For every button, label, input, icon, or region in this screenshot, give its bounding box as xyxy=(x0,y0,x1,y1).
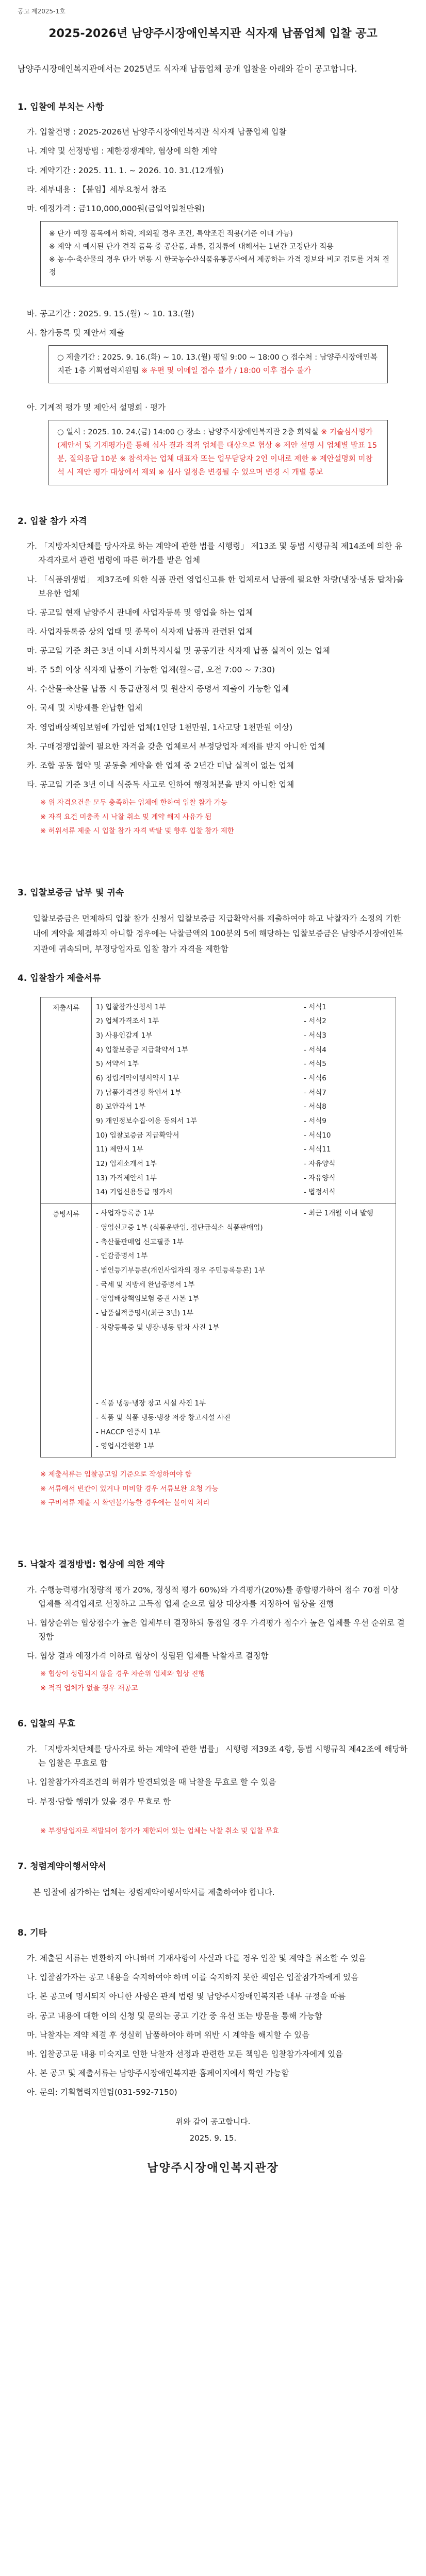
list-item: 다. 공고일 현재 남양주시 관내에 사업자등록 및 영업을 하는 업체 xyxy=(27,607,253,617)
list-item: 다. 부정·담합 행위가 있을 경우 무효로 함 xyxy=(27,1797,171,1806)
document-line: 6) 청렴계약이행서약서 1부 - 서식6 xyxy=(96,1074,326,1083)
document-line: - 식품 냉동·냉장 창고 시설 사진 1부 xyxy=(96,1399,206,1408)
announcement-date: 2025. 9. 15. xyxy=(189,2133,237,2143)
document-line: 14) 기업신용등급 평가서 - 법정서식 xyxy=(96,1188,336,1197)
list-item: 가. 수행능력평가(정량적 평가 20%, 정성적 평가 60%)와 가격평가(20%)를 종합평가하여 점수 70점 이상 업체를 적격업체로 선정하고 고득점 업체 순으로 협상 대상자를 지정하여 협상을 진행 xyxy=(27,1585,399,1608)
presentation-note: ※ 심사 일정은 변경될 수 있으며 변경 시 개별 통보 xyxy=(158,468,323,477)
integrity-paragraph: 본 입찰에 참가하는 업체는 청렴계약이행서약서를 제출하여야 합니다. xyxy=(33,1888,275,1897)
category-cell: 제출서류 xyxy=(41,997,92,1203)
documents-cell xyxy=(92,1204,396,1458)
list-item: 가. 「지방자치단체를 당사자로 하는 계약에 관한 법률」 시행령 제39조 4항, 동법 시행규칙 제42조에 해당하는 입찰은 무효로 함 xyxy=(27,1744,408,1768)
document-line: - 국세 및 지방세 완납증명서 1부 xyxy=(96,1280,195,1289)
submission-period: ○ 제출기간 : 2025. 9. 16.(화) ~ 10. 13.(월) 평일 9:00 ~ 18:00 xyxy=(57,353,280,362)
section-heading: 8. 기타 xyxy=(18,1928,47,1939)
section-8 xyxy=(18,1926,408,2128)
warning-note: ※ 제출서류는 입찰공고일 기준으로 작성하여야 함 xyxy=(40,1470,192,1479)
document-line: 12) 업체소개서 1부 - 자유양식 xyxy=(96,1160,336,1168)
document-line: 4) 입찰보증금 지급확약서 1부 - 서식4 xyxy=(96,1045,326,1054)
warning-note: ※ 구비서류 제출 시 확인불가능한 경우에는 불이익 처리 xyxy=(40,1499,210,1507)
list-item: 아. 문의: 기획협력지원팀(031-592-7150) xyxy=(27,2088,177,2097)
section-6 xyxy=(18,1717,408,1837)
category-cell: 증빙서류 xyxy=(41,1204,92,1458)
documents-cell xyxy=(92,997,396,1203)
document-line: 2) 업체가격조서 1부 - 서식2 xyxy=(96,1017,326,1026)
table-row xyxy=(41,997,396,1203)
section-5 xyxy=(18,1557,408,1695)
warning-note: ※ 자격 요건 미충족 시 낙찰 취소 및 계약 해지 사유가 됨 xyxy=(40,812,212,821)
document-line: - 영업시간현황 1부 xyxy=(96,1442,155,1451)
list-item: 라. 공고 내용에 대한 이의 신청 및 문의는 공고 기간 중 유선 또는 방문을 통해 가능함 xyxy=(27,2011,322,2021)
list-item: 차. 구매경쟁입찰에 필요한 자격을 갖춘 업체로서 부정당업자 제재를 받지 아니한 업체 xyxy=(27,741,325,751)
section-3 xyxy=(18,886,408,957)
note-line: ※ 계약 시 예시된 단가 견적 품목 중 공산품, 과류, 김치류에 대해서는 1년간 고정단가 적용 xyxy=(49,243,334,251)
note-line: ※ 단가 예정 품목에서 하락, 제외될 경우 조건, 특약조건 적용(기준 이내 가능) xyxy=(49,229,293,238)
document-line: 7) 납품가격결정 확인서 1부 - 서식7 xyxy=(96,1088,326,1097)
document-line: 8) 보안각서 1부 - 서식8 xyxy=(96,1103,326,1111)
document-line: 5) 서약서 1부 - 서식5 xyxy=(96,1060,326,1069)
list-item: 나. 계약 및 선정방법 : 제한경쟁계약, 협상에 의한 계약 xyxy=(27,146,217,156)
signature-issuer: 남양주시장애인복지관장 xyxy=(147,2161,279,2175)
submission-warning: ※ 우편 및 이메일 접수 불가 / 18:00 이후 접수 불가 xyxy=(141,366,312,375)
list-item: 바. 공고기간 : 2025. 9. 15.(월) ~ 10. 13.(월) xyxy=(27,309,194,318)
intro-text: 남양주시장애인복지관에서는 2025년도 식자재 납품업체 공개 입찰을 아래와 같이 공고합니다. xyxy=(18,63,357,74)
warning-note: ※ 위 자격요건을 모두 충족하는 업체에 한하여 입찰 참가 가능 xyxy=(40,799,227,807)
presentation-note: ※ 참석자는 업체 대표자 또는 업무담당자 2인 이내로 제한 xyxy=(119,455,309,464)
list-item: 나. 「식품위생법」 제37조에 의한 식품 관련 영업신고를 한 업체로서 납품에 필요한 차량(냉장·냉동 탑차)을 보유한 업체 xyxy=(27,574,404,598)
list-item: 가. 제출된 서류는 반환하지 아니하며 기재사항이 사실과 다를 경우 입찰 및 계약을 취소할 수 있음 xyxy=(27,1954,366,1963)
warning-note: ※ 적격 업체가 없을 경우 재공고 xyxy=(40,1684,138,1692)
list-item: 아. 기계적 평가 및 제안서 설명회 · 평가 xyxy=(27,403,166,413)
list-item: 마. 예정가격 : 금110,000,000원(금일억일천만원) xyxy=(27,204,205,213)
presentation-note: ※ 기술심사평가(제안서 및 기계평가)를 통해 심사 결과 적격 업체를 대상으로 협상 xyxy=(57,428,373,450)
document-line: - 차량등록증 및 냉장·냉동 탑차 사진 1부 xyxy=(96,1323,220,1332)
note-box-price xyxy=(40,221,398,286)
presentation-note: ※ 제안설명회 미참석 시 제안 평가 대상에서 제외 xyxy=(57,455,373,477)
submission-box xyxy=(48,345,388,383)
submission-place: ○ 접수처 : 남양주시장애인복지관 1층 기획협력지원팀 xyxy=(57,353,378,375)
document-line: 1) 입찰참가신청서 1부 - 서식1 xyxy=(96,1003,326,1011)
section-heading: 5. 낙찰자 결정방법: 협상에 의한 계약 xyxy=(18,1559,165,1570)
list-item: 사. 수산물·축산물 납품 시 등급판정서 및 원산지 증명서 제출이 가능한 업체 xyxy=(27,684,289,694)
section-1 xyxy=(18,100,408,485)
section-heading: 6. 입찰의 무효 xyxy=(18,1719,76,1730)
warning-note: ※ 부정당업자로 적발되어 참가가 제한되어 있는 업체는 낙찰 취소 및 입찰 무효 xyxy=(40,1826,279,1835)
list-item: 타. 공고일 기준 3년 이내 식중독 사고로 인하여 행정처분을 받지 아니한 업체 xyxy=(27,779,294,789)
section-heading: 2. 입찰 참가 자격 xyxy=(18,516,87,527)
document-number: 공고 제2025-1호 xyxy=(18,8,65,15)
section-7 xyxy=(18,1859,408,1900)
document-line: 10) 입찰보증금 지급확약서 - 서식10 xyxy=(96,1131,331,1140)
list-item: 가. 입찰건명 : 2025-2026년 남양주시장애인복지관 식자재 납품업체 입찰 xyxy=(27,127,287,137)
section-heading: 4. 입찰참가 제출서류 xyxy=(18,973,101,984)
list-item: 자. 영업배상책임보험에 가입한 업체(1인당 1천만원, 1사고당 1천만원 이상) xyxy=(27,722,293,732)
list-item: 가. 「지방자치단체를 당사자로 하는 계약에 관한 법률 시행령」 제13조 및 동법 시행규칙 제14조에 의한 유자격자로서 관련 법령에 따른 허가를 받은 업체 xyxy=(27,541,403,565)
list-item: 바. 주 5회 이상 식자재 납품이 가능한 업체(월~금, 오전 7:00 ~ 7:30) xyxy=(27,665,275,675)
document-line: - 식품 및 식품 냉동·냉장 저장 창고시설 사진 xyxy=(96,1413,231,1422)
document-line: 13) 가격제안서 1부 - 자유양식 xyxy=(96,1174,336,1182)
list-item: 나. 입찰참가자격조건의 허위가 발견되었을 때 낙찰을 무효로 할 수 있음 xyxy=(27,1777,276,1787)
document-line: - 사업자등록증 1부 - 최근 1개월 이내 발행 xyxy=(96,1209,373,1218)
presentation-place: ○ 장소 : 남양주시장애인복지관 2층 회의실 xyxy=(177,428,319,437)
list-item: 나. 협상순위는 협상점수가 높은 업체부터 결정하되 동점일 경우 가격평가 점수가 높은 업체를 우선 순위로 결정함 xyxy=(27,1618,405,1641)
presentation-box xyxy=(48,420,388,485)
list-item: 다. 협상 결과 예정가격 이하로 협상이 성립된 업체를 낙찰자로 결정함 xyxy=(27,1651,269,1661)
list-item: 다. 계약기간 : 2025. 11. 1. ~ 2026. 10. 31.(12개월) xyxy=(27,165,224,175)
list-item: 다. 본 공고에 명시되지 아니한 사항은 관계 법령 및 남양주시장애인복지관 내부 규정을 따름 xyxy=(27,1992,346,2002)
warning-note: ※ 협상이 성립되지 않을 경우 차순위 업체와 협상 진행 xyxy=(40,1670,205,1679)
list-item: 라. 세부내용 : 【붙임】세부요청서 참조 xyxy=(27,184,167,194)
warning-note: ※ 서류에서 빈칸이 있거나 미비할 경우 서류보완 요청 가능 xyxy=(40,1484,219,1493)
list-item: 아. 국세 및 지방세를 완납한 업체 xyxy=(27,703,143,713)
document-line: - 영업배상책임보험 증권 사본 1부 xyxy=(96,1295,200,1303)
section-heading: 3. 입찰보증금 납부 및 귀속 xyxy=(18,887,124,898)
document-line: - 법인등기부등본(개인사업자의 경우 주민등록등본) 1부 xyxy=(96,1266,266,1275)
list-item: 카. 조합 공동 협약 및 공동출 계약을 한 업체 중 2년간 미납 실적이 없는 업체 xyxy=(27,760,294,770)
section-heading: 7. 청렴계약이행서약서 xyxy=(18,1861,107,1872)
deposit-paragraph: 입찰보증금은 면제하되 입찰 참가 신청서 입찰보증금 지급확약서를 제출하여야 하고 낙찰자가 소정의 기한 내에 계약을 체결하지 아니할 경우에는 낙찰금액의 100분의 5에 해당하는 입찰보증금은 남양주시장애인복지관에 귀속되며, 부정당업자로 입찰 참가 자격을 제한함 xyxy=(33,913,403,954)
list-item: 사. 참가등록 및 제안서 제출 xyxy=(27,328,125,337)
list-item: 사. 본 공고 및 제출서류는 남양주시장애인복지관 홈페이지에서 확인 가능함 xyxy=(27,2068,289,2078)
document-line: - 인감증명서 1부 xyxy=(96,1252,148,1261)
document-line: 9) 개인정보수집·이용 동의서 1부 - 서식9 xyxy=(96,1117,326,1126)
closing-text: 위와 같이 공고합니다. xyxy=(175,2117,251,2127)
section-2 xyxy=(18,514,408,838)
table-row xyxy=(41,1204,396,1458)
list-item: 나. 입찰참가자는 공고 내용을 숙지하여야 하며 이를 숙지하지 못한 책임은 입찰참가자에게 있음 xyxy=(27,1973,359,1982)
presentation-date: ○ 일시 : 2025. 10. 24.(금) 14:00 xyxy=(57,428,175,437)
list-item: 마. 공고일 기준 최근 3년 이내 사회복지시설 및 공공기관 식자재 납품 실적이 있는 업체 xyxy=(27,646,330,656)
document-line: 11) 제안서 1부 - 서식11 xyxy=(96,1145,331,1154)
list-item: 마. 낙찰자는 계약 체결 후 성실히 납품하여야 하며 위반 시 계약을 해지할 수 있음 xyxy=(27,2030,310,2040)
section-heading: 1. 입찰에 부치는 사항 xyxy=(18,101,104,112)
list-item: 바. 입찰공고문 내용 미숙지로 인한 낙찰자 선정과 관련한 모든 책임은 입찰참가자에게 있음 xyxy=(27,2049,343,2059)
presentation-note: ※ 제안 설명 시 업체별 발표 15분, 질의응답 10분 xyxy=(57,442,377,464)
list-item: 라. 사업자등록증 상의 업태 및 종목이 식자재 납품과 관련된 업체 xyxy=(27,626,253,636)
warning-note: ※ 허위서류 제출 시 입찰 참가 자격 박탈 및 향후 입찰 참가 제한 xyxy=(40,827,234,836)
note-line: ※ 농·수·축산물의 경우 단가 변동 시 한국농수산식품유통공사에서 제공하는 가격 정보와 비교 검토를 거쳐 결정 xyxy=(49,256,390,277)
page-title: 2025-2026년 남양주시장애인복지관 식자재 납품업체 입찰 공고 xyxy=(48,27,378,40)
document-line: 3) 사용인감계 1부 - 서식3 xyxy=(96,1031,326,1040)
document-line: - 납품실적증명서(최근 3년) 1부 xyxy=(96,1309,193,1317)
section-4 xyxy=(18,971,408,1510)
document-line: - 축산물판매업 신고필증 1부 xyxy=(96,1238,184,1246)
document-line: - HACCP 인증서 1부 xyxy=(96,1428,160,1436)
document-line: - 영업신고증 1부 (식품운반업, 집단급식소 식품판매업) xyxy=(96,1223,263,1232)
documents-table xyxy=(40,997,396,1458)
